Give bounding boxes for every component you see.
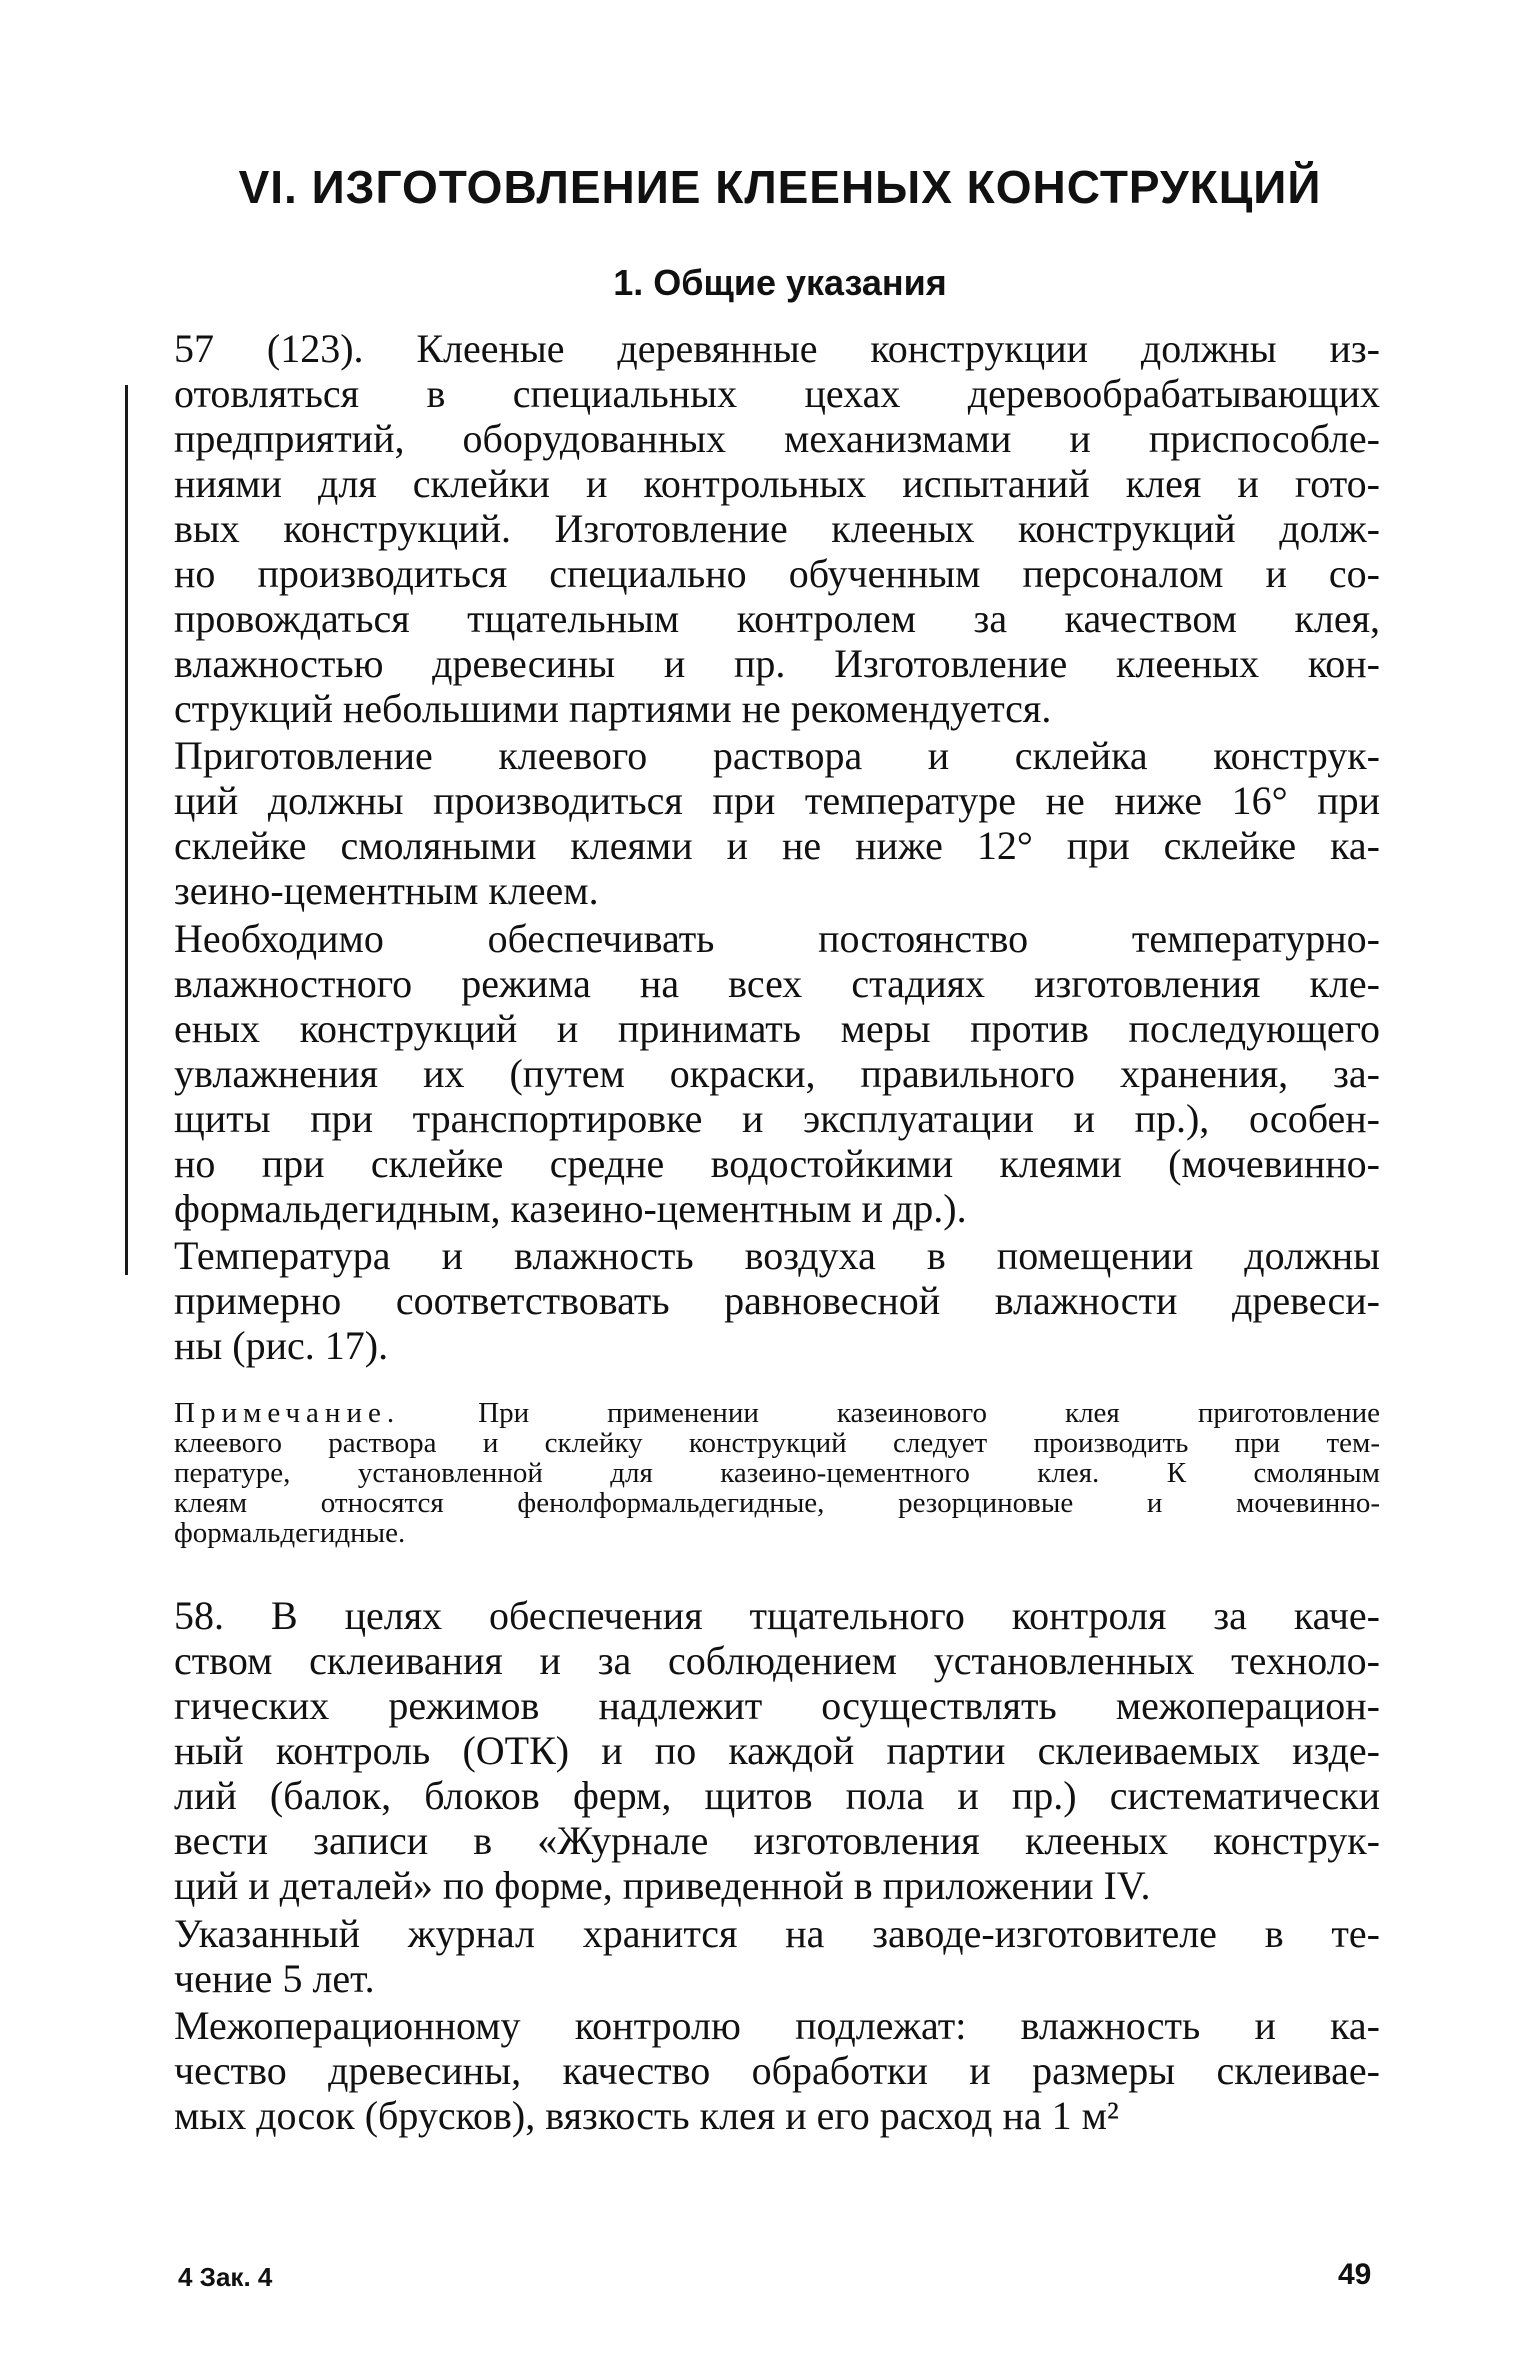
text-line: влажностью древесины и пр. Изготовление клееных кон- bbox=[174, 641, 1380, 686]
text-line: отовляться в специальных цехах деревообрабатывающих bbox=[174, 371, 1380, 416]
text-line: струкций небольшими партиями не рекомендуется. bbox=[174, 686, 1052, 731]
note-line: пературе, установленной для казеино-цементного клея. К смоляным bbox=[174, 1457, 1380, 1489]
text-line: склейке смоляными клеями и не ниже 12° при склейке ка- bbox=[174, 823, 1380, 868]
text-line: 57 (123). Клееные деревянные конструкции должны из- bbox=[174, 326, 1380, 371]
paragraph-temperature bbox=[174, 733, 1380, 913]
note-line: клеям относятся фенолформальдегидные, резорциновые и мочевинно- bbox=[174, 1487, 1380, 1519]
note-line bbox=[174, 1398, 1380, 1428]
print-order-mark: 4 Зак. 4 bbox=[178, 2262, 273, 2292]
note-line: клеевого раствора и склейку конструкций следует производить при тем- bbox=[174, 1427, 1380, 1459]
text-line: Температура и влажность воздуха в помещении должны bbox=[174, 1233, 1380, 1278]
paragraph-air-conditions bbox=[174, 1233, 1380, 1368]
text-line: но при склейке средне водостойкими клеями (мочевинно- bbox=[174, 1141, 1380, 1186]
text-line: ций и деталей» по форме, приведенной в приложении IV. bbox=[174, 1863, 1151, 1908]
note-line: формальдегидные. bbox=[174, 1517, 406, 1549]
text-line: Указанный журнал хранится на заводе-изготовителе в те- bbox=[174, 1911, 1380, 1956]
text-line: гических режимов надлежит осуществлять межоперацион- bbox=[174, 1683, 1380, 1728]
paragraph-58 bbox=[174, 1593, 1380, 1908]
text-line: ны (рис. 17). bbox=[174, 1323, 389, 1368]
text-line: Приготовление клеевого раствора и склейка конструк- bbox=[174, 733, 1380, 778]
chapter-title: VI. ИЗГОТОВЛЕНИЕ КЛЕЕНЫХ КОНСТРУКЦИЙ bbox=[238, 161, 1322, 213]
text-line: влажностного режима на всех стадиях изготовления кле- bbox=[174, 961, 1380, 1006]
text-line: еных конструкций и принимать меры против последующего bbox=[174, 1006, 1380, 1051]
text-line: чество древесины, качество обработки и размеры склеивае- bbox=[174, 2048, 1380, 2093]
paragraph-57 bbox=[174, 326, 1380, 731]
text-line: мых досок (брусков), вязкость клея и его расход на 1 м² bbox=[174, 2093, 1119, 2138]
note-label: Примечание. bbox=[174, 1397, 401, 1429]
text-line: лий (балок, блоков ферм, щитов пола и пр.) систематически bbox=[174, 1773, 1380, 1818]
text-line: 58. В целях обеспечения тщательного контроля за каче- bbox=[174, 1593, 1380, 1638]
text-line: Необходимо обеспечивать постоянство температурно- bbox=[174, 916, 1380, 961]
text-line: вых конструкций. Изготовление клееных конструкций долж- bbox=[174, 506, 1380, 551]
margin-change-bar bbox=[125, 385, 128, 1275]
text-line: примерно соответствовать равновесной влажности древеси- bbox=[174, 1278, 1380, 1323]
section-title: 1. Общие указания bbox=[613, 262, 947, 303]
text-line: увлажнения их (путем окраски, правильного хранения, за- bbox=[174, 1051, 1380, 1096]
text-line: провождаться тщательным контролем за качеством клея, bbox=[174, 596, 1380, 641]
text-line: предприятий, оборудованных механизмами и приспособле- bbox=[174, 416, 1380, 461]
text-line: вести записи в «Журнале изготовления клееных конструк- bbox=[174, 1818, 1380, 1863]
paragraph-interop-control bbox=[174, 2003, 1380, 2138]
page-number: 49 bbox=[1338, 2258, 1372, 2291]
paragraph-journal-storage bbox=[174, 1911, 1380, 2001]
text-line: чение 5 лет. bbox=[174, 1956, 375, 2001]
text-line: Межоперационному контролю подлежат: влажность и ка- bbox=[174, 2003, 1380, 2048]
text-line: зеино-цементным клеем. bbox=[174, 868, 599, 913]
note-block bbox=[174, 1398, 1380, 1548]
text-line: ниями для склейки и контрольных испытаний клея и гото- bbox=[174, 461, 1380, 506]
text-line: ций должны производиться при температуре не ниже 16° при bbox=[174, 778, 1380, 823]
text-line: щиты при транспортировке и эксплуатации и пр.), особен- bbox=[174, 1096, 1380, 1141]
paragraph-humidity-regime bbox=[174, 916, 1380, 1231]
text-line: ством склеивания и за соблюдением установленных техноло- bbox=[174, 1638, 1380, 1683]
text-line: формальдегидным, казеино-цементным и др.). bbox=[174, 1186, 967, 1231]
text-line: но производиться специально обученным персоналом и со- bbox=[174, 551, 1380, 596]
text-line: ный контроль (ОТК) и по каждой партии склеиваемых изде- bbox=[174, 1728, 1380, 1773]
note-text: При применении казеинового клея приготовление bbox=[400, 1397, 1380, 1429]
